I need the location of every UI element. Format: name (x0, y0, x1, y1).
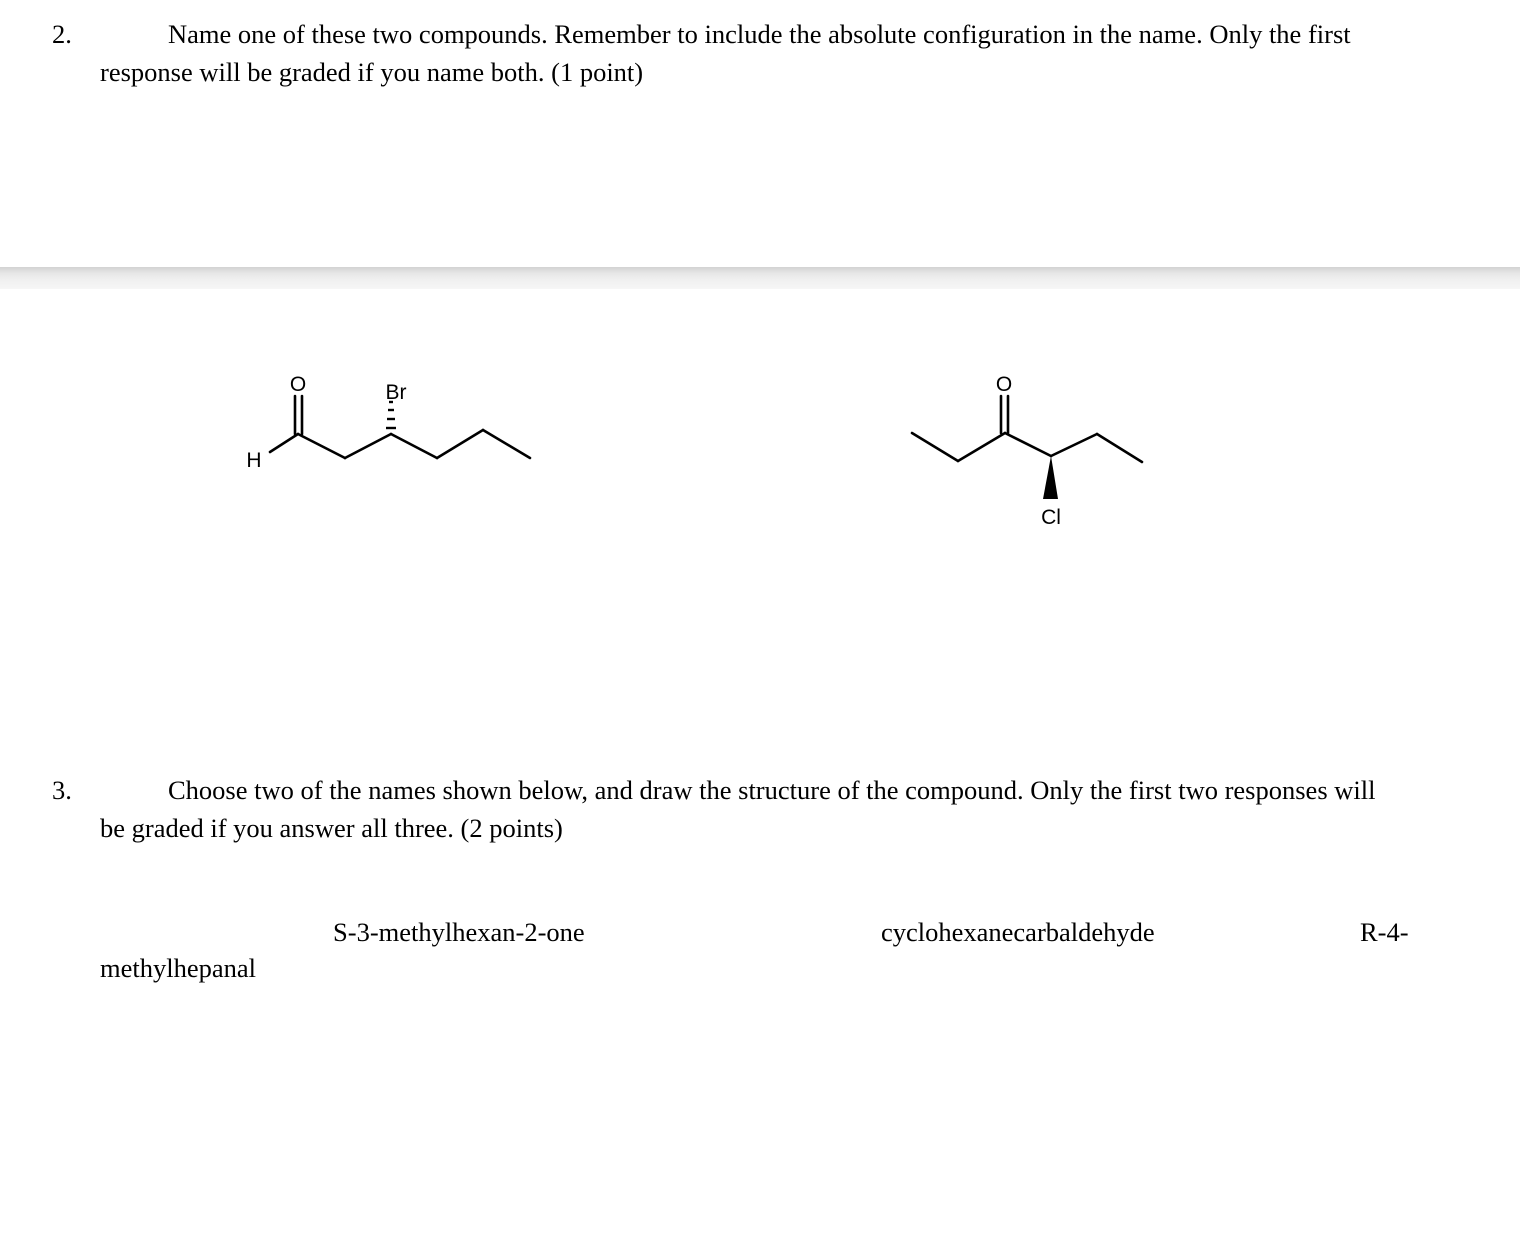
choice-name-2: cyclohexanecarbaldehyde (881, 917, 1155, 947)
atom-label-chlorine: Cl (1041, 506, 1061, 529)
bond-c4-c5 (437, 430, 483, 458)
solid-wedge-c4-cl (1043, 456, 1058, 499)
bond-h-c1 (270, 434, 298, 452)
bond-c1-c2 (298, 434, 345, 458)
question-2-number: 2. (52, 19, 72, 49)
compound-2-structure (900, 372, 1160, 542)
atom-label-bromine: Br (385, 381, 407, 404)
page-divider (0, 267, 1520, 289)
choice-name-1: S-3-methylhexan-2-one (333, 917, 585, 947)
bond-c4-c5 (1051, 434, 1097, 456)
bond-c2-c3 (958, 433, 1005, 461)
atom-label-oxygen: O (995, 373, 1013, 396)
question-2-text-line-2: response will be graded if you name both. (1 point) (100, 57, 644, 87)
bond-c3-c4 (1005, 433, 1051, 456)
question-3-text-line-2: be graded if you answer all three. (2 points) (100, 813, 563, 843)
choice-name-3-part-2: methylhepanal (100, 953, 256, 983)
bond-c1-c2 (912, 433, 958, 461)
atom-label-hydrogen: H (246, 449, 262, 472)
hashed-wedge-c3-br (386, 402, 396, 428)
atom-label-oxygen: O (289, 373, 307, 396)
bond-c5-c6 (483, 430, 530, 458)
choice-name-3-part-1: R-4- (1360, 917, 1409, 947)
question-2-text-line-1: Name one of these two compounds. Remember to include the absolute configuration in the name. Only the first (168, 19, 1351, 49)
bond-c5-c6 (1097, 434, 1142, 462)
question-3-text-line-1: Choose two of the names shown below, and draw the structure of the compound. Only the first two responses will (168, 775, 1376, 805)
question-3-number: 3. (52, 775, 72, 805)
compound-1-structure (230, 372, 550, 492)
bond-c2-c3 (345, 434, 391, 458)
bond-c3-c4 (391, 434, 437, 458)
